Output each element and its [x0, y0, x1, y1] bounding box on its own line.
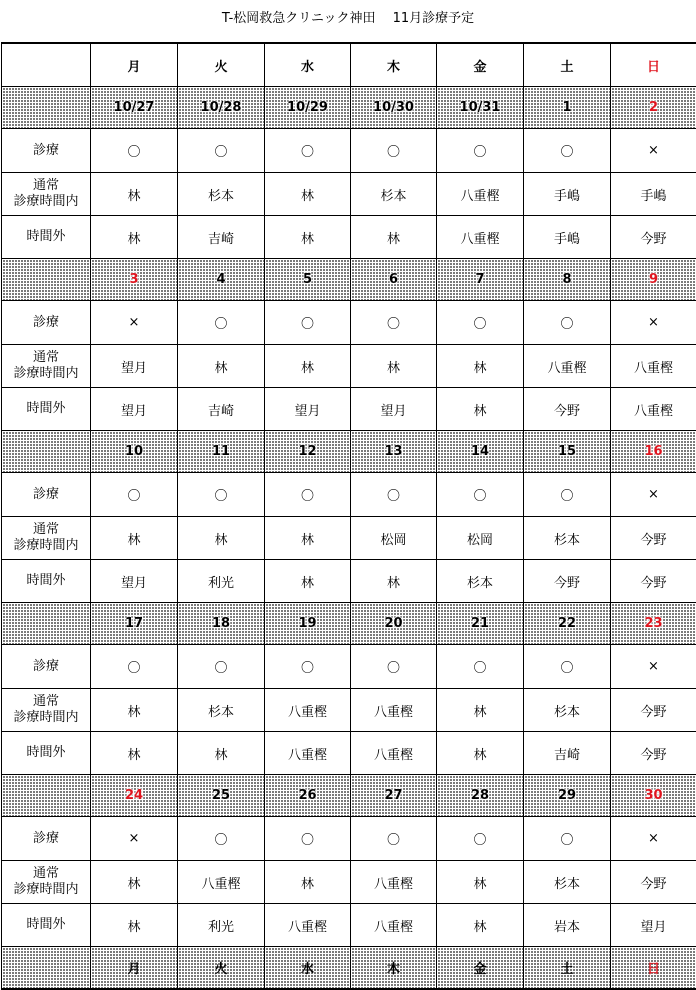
doctor-cell: 望月: [351, 388, 437, 431]
tsujo-row: [2, 689, 696, 732]
date-cell: 28: [437, 775, 524, 817]
doctor-cell: 岩本: [524, 904, 611, 947]
date-row: [2, 431, 696, 473]
weekday-header: 土: [524, 43, 611, 87]
weekday-footer: 木: [351, 947, 437, 990]
doctor-cell: 今野: [611, 861, 696, 904]
page-title: T-松岡救急クリニック神田 11月診療予定: [0, 0, 696, 42]
shinryo-row: [2, 129, 696, 173]
shinryo-label: 診療: [2, 645, 91, 689]
weekday-footer: 水: [265, 947, 351, 990]
doctor-cell: 今野: [611, 560, 696, 603]
shinryo-mark: 〇: [524, 301, 611, 345]
date-row-label: [2, 431, 91, 473]
doctor-cell: 利光: [178, 904, 265, 947]
doctor-cell: 林: [437, 861, 524, 904]
date-cell: 4: [178, 259, 265, 301]
doctor-cell: 林: [437, 689, 524, 732]
date-row-label: [2, 87, 91, 129]
shinryo-mark: 〇: [524, 473, 611, 517]
doctor-cell: 八重樫: [611, 345, 696, 388]
date-cell: 10: [91, 431, 178, 473]
shinryo-mark: 〇: [265, 473, 351, 517]
doctor-cell: 吉崎: [178, 216, 265, 259]
shinryo-mark: 〇: [524, 817, 611, 861]
shinryo-mark: 〇: [351, 817, 437, 861]
doctor-cell: 今野: [524, 388, 611, 431]
corner-cell: [2, 43, 91, 87]
weekday-header: 金: [437, 43, 524, 87]
doctor-cell: 吉崎: [524, 732, 611, 775]
doctor-cell: 林: [265, 173, 351, 216]
date-row: [2, 87, 696, 129]
tsujo-row: [2, 861, 696, 904]
date-row: [2, 603, 696, 645]
date-cell: 5: [265, 259, 351, 301]
weekday-header: 月: [91, 43, 178, 87]
shinryo-mark: ×: [91, 301, 178, 345]
doctor-cell: 林: [91, 689, 178, 732]
tsujo-label-line2: 診療時間内: [2, 194, 90, 210]
shinryo-mark: 〇: [524, 129, 611, 173]
shinryo-mark: 〇: [265, 645, 351, 689]
date-cell: 14: [437, 431, 524, 473]
doctor-cell: 林: [351, 345, 437, 388]
date-cell: 22: [524, 603, 611, 645]
jikangai-label: 時間外: [2, 732, 91, 775]
doctor-cell: 八重樫: [437, 216, 524, 259]
shinryo-mark: 〇: [351, 129, 437, 173]
doctor-cell: 今野: [611, 689, 696, 732]
doctor-cell: 林: [437, 388, 524, 431]
doctor-cell: 林: [91, 216, 178, 259]
shinryo-mark: 〇: [351, 301, 437, 345]
weekday-footer: 土: [524, 947, 611, 990]
corner-cell: [2, 947, 91, 990]
doctor-cell: 八重樫: [351, 904, 437, 947]
weekday-footer: 日: [611, 947, 696, 990]
doctor-cell: 松岡: [437, 517, 524, 560]
doctor-cell: 林: [351, 216, 437, 259]
doctor-cell: 林: [91, 517, 178, 560]
doctor-cell: 手嶋: [524, 173, 611, 216]
jikangai-row: [2, 560, 696, 603]
date-cell: 12: [265, 431, 351, 473]
doctor-cell: 八重樫: [524, 345, 611, 388]
shinryo-label: 診療: [2, 129, 91, 173]
tsujo-label-line2: 診療時間内: [2, 538, 90, 554]
shinryo-label: 診療: [2, 473, 91, 517]
doctor-cell: 望月: [611, 904, 696, 947]
shinryo-mark: 〇: [524, 645, 611, 689]
shinryo-mark: ×: [611, 473, 696, 517]
doctor-cell: 八重樫: [351, 689, 437, 732]
date-cell: 10/31: [437, 87, 524, 129]
shinryo-mark: 〇: [91, 645, 178, 689]
shinryo-mark: 〇: [437, 473, 524, 517]
doctor-cell: 杉本: [524, 517, 611, 560]
doctor-cell: 林: [351, 560, 437, 603]
tsujo-label-line1: 通常: [2, 522, 90, 538]
doctor-cell: 林: [91, 861, 178, 904]
doctor-cell: 手嶋: [524, 216, 611, 259]
doctor-cell: 林: [265, 216, 351, 259]
shinryo-mark: 〇: [265, 129, 351, 173]
doctor-cell: 望月: [91, 388, 178, 431]
date-cell: 3: [91, 259, 178, 301]
date-cell: 10/30: [351, 87, 437, 129]
shinryo-mark: 〇: [437, 645, 524, 689]
doctor-cell: 林: [265, 345, 351, 388]
doctor-cell: 林: [178, 345, 265, 388]
shinryo-mark: 〇: [178, 645, 265, 689]
weekday-header: 火: [178, 43, 265, 87]
date-cell: 25: [178, 775, 265, 817]
date-cell: 18: [178, 603, 265, 645]
tsujo-label: [2, 517, 91, 560]
date-cell: 8: [524, 259, 611, 301]
date-cell: 11: [178, 431, 265, 473]
shinryo-row: [2, 473, 696, 517]
doctor-cell: 今野: [611, 216, 696, 259]
doctor-cell: 八重樫: [437, 173, 524, 216]
date-cell: 17: [91, 603, 178, 645]
shinryo-mark: 〇: [437, 301, 524, 345]
shinryo-mark: 〇: [178, 817, 265, 861]
jikangai-row: [2, 732, 696, 775]
weekday-header: 木: [351, 43, 437, 87]
jikangai-label: 時間外: [2, 904, 91, 947]
schedule-body: [2, 43, 696, 989]
doctor-cell: 林: [91, 904, 178, 947]
tsujo-label-line2: 診療時間内: [2, 710, 90, 726]
date-row-label: [2, 603, 91, 645]
date-row: [2, 775, 696, 817]
shinryo-mark: ×: [91, 817, 178, 861]
shinryo-label: 診療: [2, 301, 91, 345]
tsujo-label-line1: 通常: [2, 350, 90, 366]
weekday-footer: 火: [178, 947, 265, 990]
date-row: [2, 259, 696, 301]
date-cell: 9: [611, 259, 696, 301]
date-cell: 2: [611, 87, 696, 129]
doctor-cell: 林: [265, 560, 351, 603]
doctor-cell: 杉本: [178, 689, 265, 732]
schedule-table: [1, 42, 696, 990]
date-cell: 21: [437, 603, 524, 645]
date-cell: 7: [437, 259, 524, 301]
doctor-cell: 今野: [524, 560, 611, 603]
shinryo-mark: 〇: [437, 817, 524, 861]
weekday-footer: 金: [437, 947, 524, 990]
shinryo-row: [2, 645, 696, 689]
shinryo-mark: 〇: [91, 473, 178, 517]
doctor-cell: 松岡: [351, 517, 437, 560]
shinryo-mark: 〇: [91, 129, 178, 173]
doctor-cell: 今野: [611, 517, 696, 560]
jikangai-label: 時間外: [2, 388, 91, 431]
weekday-footer-row: [2, 947, 696, 990]
doctor-cell: 林: [178, 732, 265, 775]
date-cell: 1: [524, 87, 611, 129]
tsujo-label: [2, 345, 91, 388]
doctor-cell: 林: [265, 517, 351, 560]
tsujo-label-line1: 通常: [2, 866, 90, 882]
date-cell: 10/28: [178, 87, 265, 129]
shinryo-mark: 〇: [437, 129, 524, 173]
date-cell: 29: [524, 775, 611, 817]
tsujo-label: [2, 861, 91, 904]
doctor-cell: 林: [437, 904, 524, 947]
tsujo-label-line1: 通常: [2, 178, 90, 194]
jikangai-row: [2, 904, 696, 947]
shinryo-mark: 〇: [178, 473, 265, 517]
doctor-cell: 望月: [91, 345, 178, 388]
tsujo-label: [2, 689, 91, 732]
date-cell: 24: [91, 775, 178, 817]
shinryo-mark: 〇: [178, 301, 265, 345]
weekday-header: 水: [265, 43, 351, 87]
doctor-cell: 杉本: [351, 173, 437, 216]
tsujo-row: [2, 345, 696, 388]
doctor-cell: 八重樫: [265, 689, 351, 732]
shinryo-mark: 〇: [351, 645, 437, 689]
weekday-footer: 月: [91, 947, 178, 990]
shinryo-mark: ×: [611, 129, 696, 173]
date-cell: 13: [351, 431, 437, 473]
doctor-cell: 林: [91, 173, 178, 216]
tsujo-label-line2: 診療時間内: [2, 366, 90, 382]
doctor-cell: 吉崎: [178, 388, 265, 431]
tsujo-row: [2, 173, 696, 216]
date-row-label: [2, 259, 91, 301]
date-cell: 15: [524, 431, 611, 473]
doctor-cell: 杉本: [524, 861, 611, 904]
doctor-cell: 望月: [91, 560, 178, 603]
shinryo-row: [2, 301, 696, 345]
jikangai-label: 時間外: [2, 216, 91, 259]
tsujo-label-line1: 通常: [2, 694, 90, 710]
shinryo-label: 診療: [2, 817, 91, 861]
doctor-cell: 利光: [178, 560, 265, 603]
date-cell: 30: [611, 775, 696, 817]
date-cell: 16: [611, 431, 696, 473]
shinryo-row: [2, 817, 696, 861]
date-cell: 10/29: [265, 87, 351, 129]
tsujo-label: [2, 173, 91, 216]
doctor-cell: 八重樫: [351, 861, 437, 904]
date-cell: 26: [265, 775, 351, 817]
doctor-cell: 杉本: [178, 173, 265, 216]
date-cell: 10/27: [91, 87, 178, 129]
date-cell: 20: [351, 603, 437, 645]
date-row-label: [2, 775, 91, 817]
doctor-cell: 今野: [611, 732, 696, 775]
doctor-cell: 八重樫: [178, 861, 265, 904]
doctor-cell: 林: [265, 861, 351, 904]
shinryo-mark: 〇: [265, 817, 351, 861]
doctor-cell: 林: [437, 345, 524, 388]
shinryo-mark: 〇: [265, 301, 351, 345]
date-cell: 23: [611, 603, 696, 645]
shinryo-mark: ×: [611, 645, 696, 689]
doctor-cell: 手嶋: [611, 173, 696, 216]
shinryo-mark: 〇: [351, 473, 437, 517]
jikangai-label: 時間外: [2, 560, 91, 603]
date-cell: 6: [351, 259, 437, 301]
date-cell: 19: [265, 603, 351, 645]
doctor-cell: 八重樫: [265, 904, 351, 947]
doctor-cell: 林: [91, 732, 178, 775]
doctor-cell: 杉本: [524, 689, 611, 732]
date-cell: 27: [351, 775, 437, 817]
doctor-cell: 林: [437, 732, 524, 775]
doctor-cell: 林: [178, 517, 265, 560]
doctor-cell: 八重樫: [351, 732, 437, 775]
weekday-header-row: [2, 43, 696, 87]
jikangai-row: [2, 216, 696, 259]
doctor-cell: 八重樫: [265, 732, 351, 775]
weekday-header: 日: [611, 43, 696, 87]
tsujo-label-line2: 診療時間内: [2, 882, 90, 898]
doctor-cell: 八重樫: [611, 388, 696, 431]
shinryo-mark: ×: [611, 301, 696, 345]
shinryo-mark: ×: [611, 817, 696, 861]
jikangai-row: [2, 388, 696, 431]
doctor-cell: 望月: [265, 388, 351, 431]
shinryo-mark: 〇: [178, 129, 265, 173]
tsujo-row: [2, 517, 696, 560]
doctor-cell: 杉本: [437, 560, 524, 603]
